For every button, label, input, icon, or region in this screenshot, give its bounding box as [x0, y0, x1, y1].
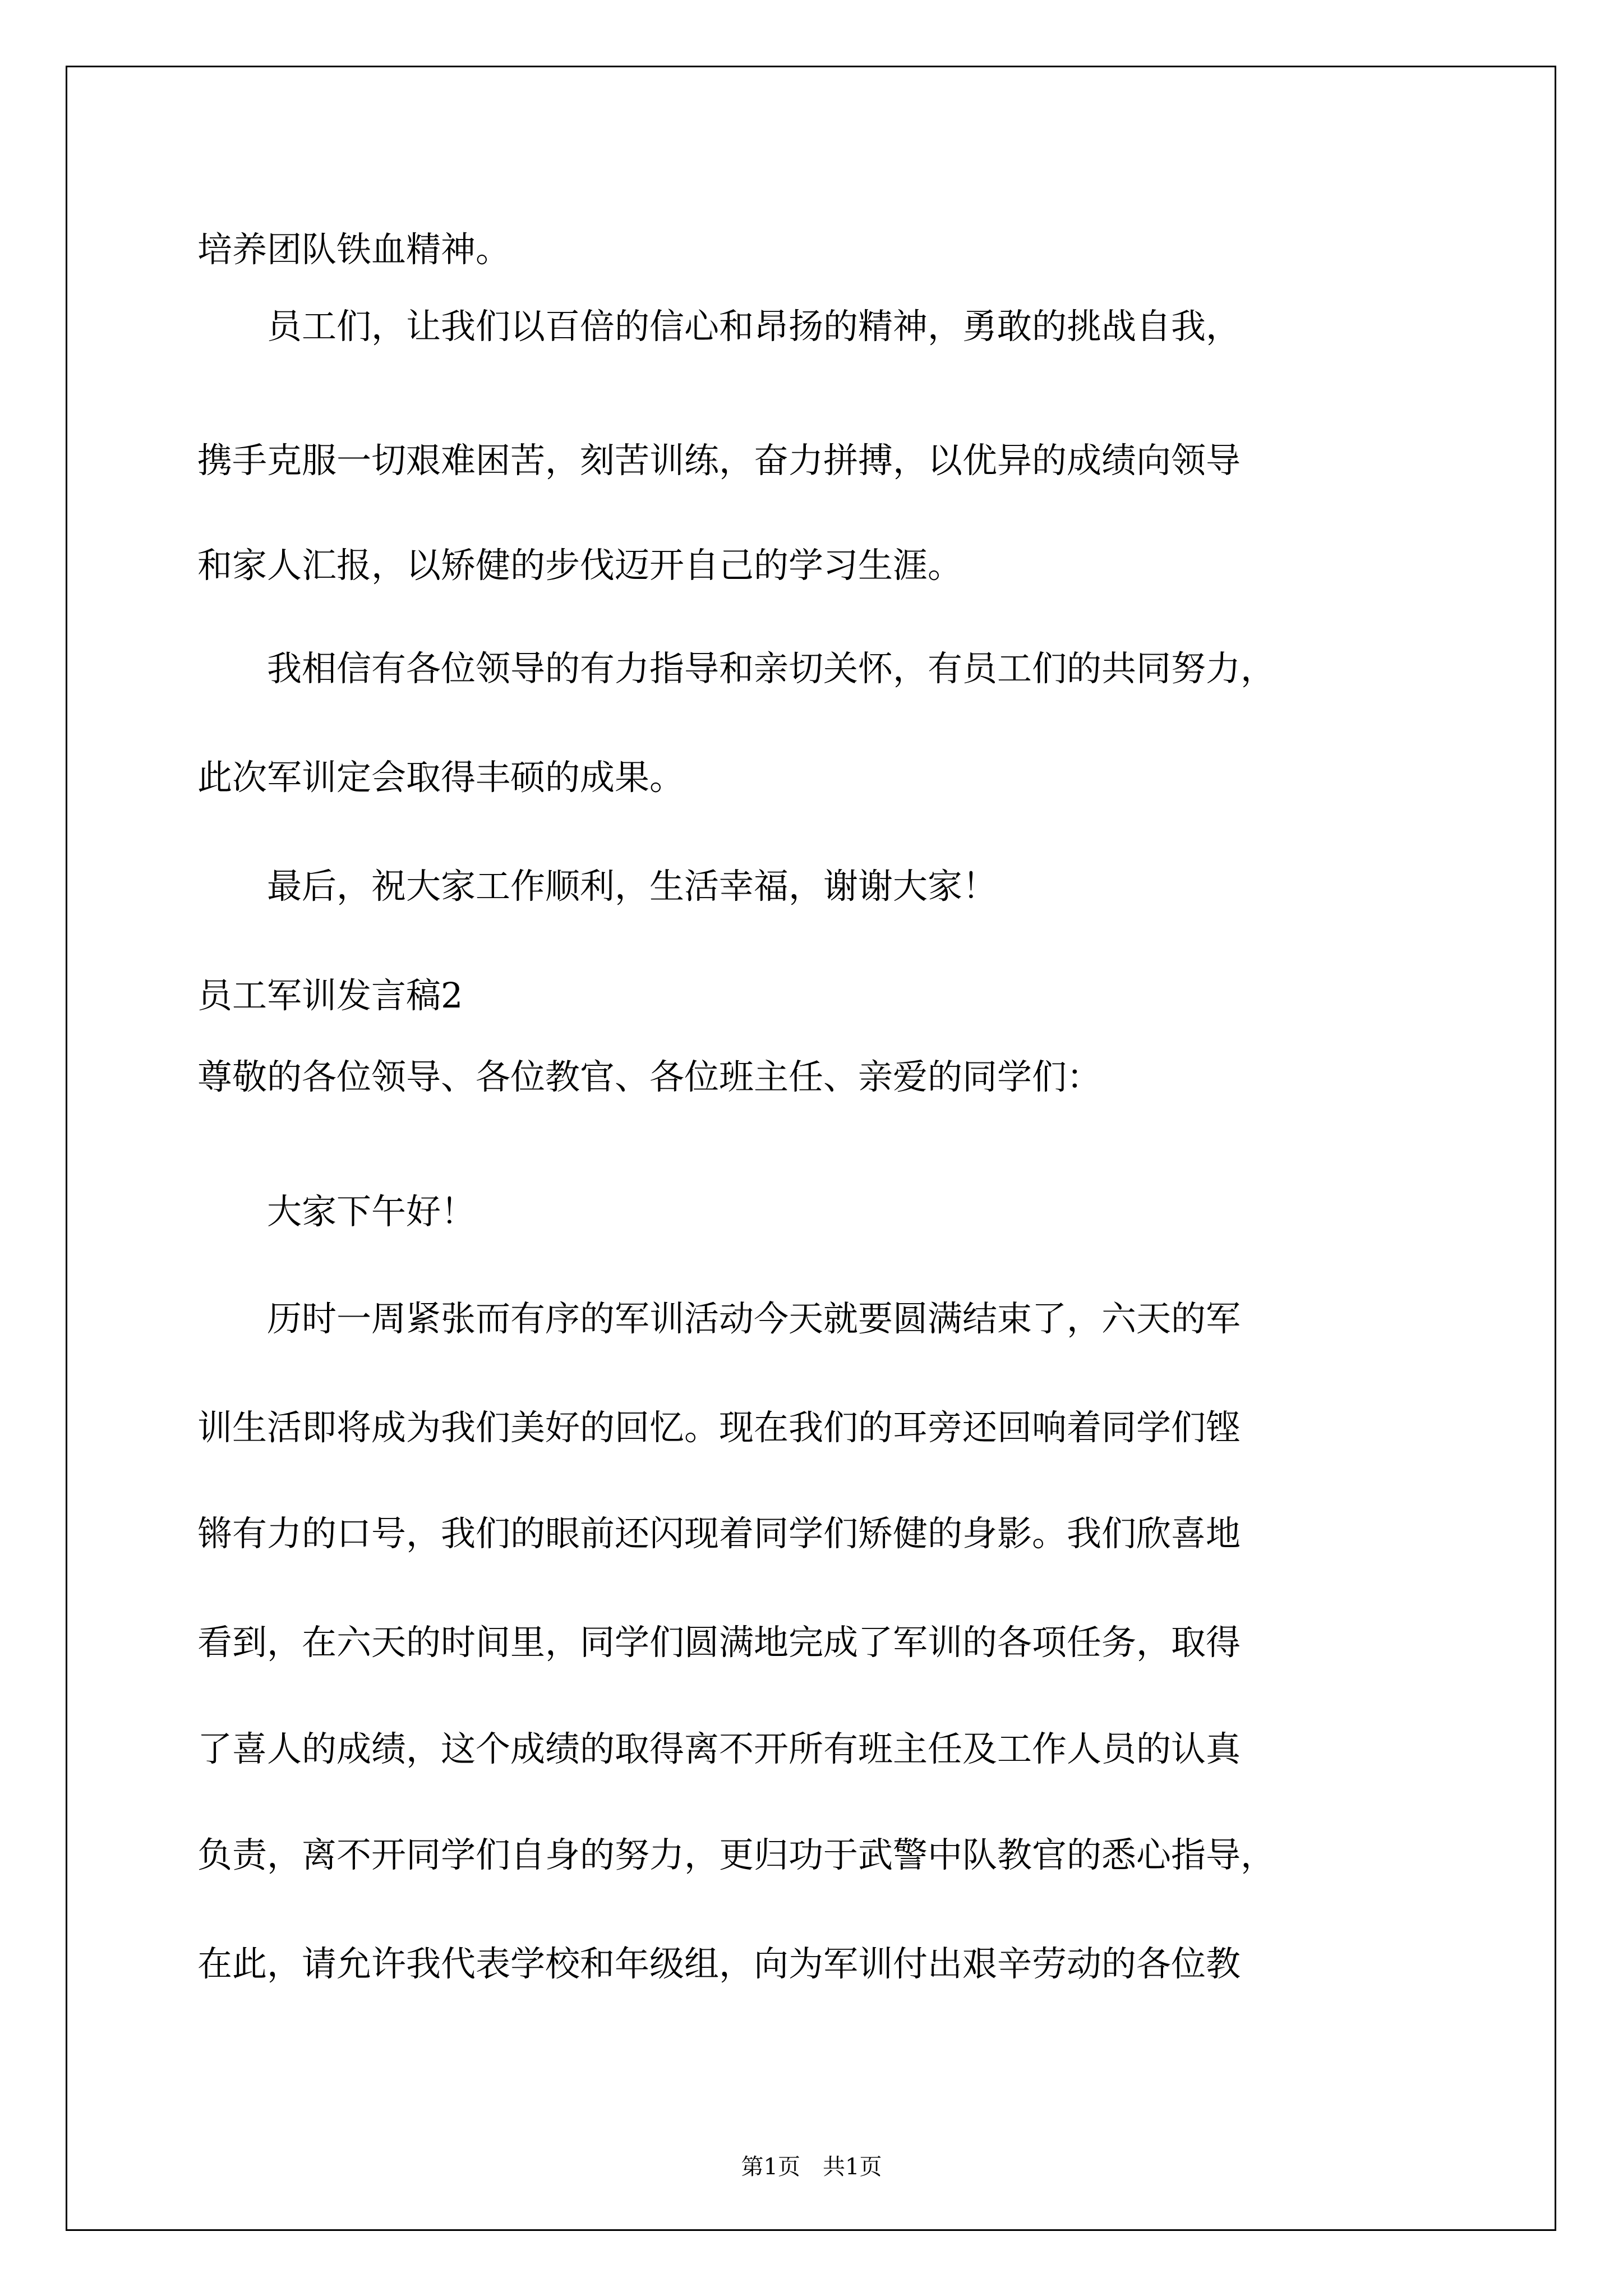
paragraph-line: 在此，请允许我代表学校和年级组，向为军训付出艰辛劳动的各位教 [197, 1943, 1241, 1984]
paragraph-line: 我相信有各位领导的有力指导和亲切关怀，有员工们的共同努力， [197, 648, 1276, 689]
page-border [66, 66, 1556, 2231]
paragraph-line: 最后，祝大家工作顺利，生活幸福，谢谢大家！ [197, 866, 998, 907]
paragraph-line: 了喜人的成绩，这个成绩的取得离不开所有班主任及工作人员的认真 [197, 1728, 1241, 1769]
section-heading: 员工军训发言稿2 [197, 975, 463, 1016]
paragraph-line: 和家人汇报，以矫健的步伐迈开自己的学习生涯。 [197, 545, 963, 586]
paragraph-line: 锵有力的口号，我们的眼前还闪现着同学们矫健的身影。我们欣喜地 [197, 1513, 1241, 1554]
salutation-line: 尊敬的各位领导、各位教官、各位班主任、亲爱的同学们： [197, 1056, 1102, 1097]
paragraph-line: 员工们，让我们以百倍的信心和昂扬的精神，勇敢的挑战自我， [197, 306, 1241, 347]
paragraph-line: 看到，在六天的时间里，同学们圆满地完成了军训的各项任务，取得 [197, 1622, 1241, 1663]
paragraph-line: 负责，离不开同学们自身的努力，更归功于武警中队教官的悉心指导， [197, 1834, 1276, 1875]
paragraph-line: 培养团队铁血精神。 [197, 229, 511, 270]
paragraph-line: 训生活即将成为我们美好的回忆。现在我们的耳旁还回响着同学们铿 [197, 1407, 1241, 1448]
page-number-footer: 第1页 共1页 [741, 2154, 882, 2180]
paragraph-line: 携手克服一切艰难困苦，刻苦训练，奋力拼搏，以优异的成绩向领导 [197, 440, 1241, 481]
paragraph-line: 历时一周紧张而有序的军训活动今天就要圆满结束了，六天的军 [197, 1298, 1241, 1339]
greeting-line: 大家下午好！ [197, 1191, 476, 1232]
paragraph-line: 此次军训定会取得丰硕的成果。 [197, 757, 685, 798]
